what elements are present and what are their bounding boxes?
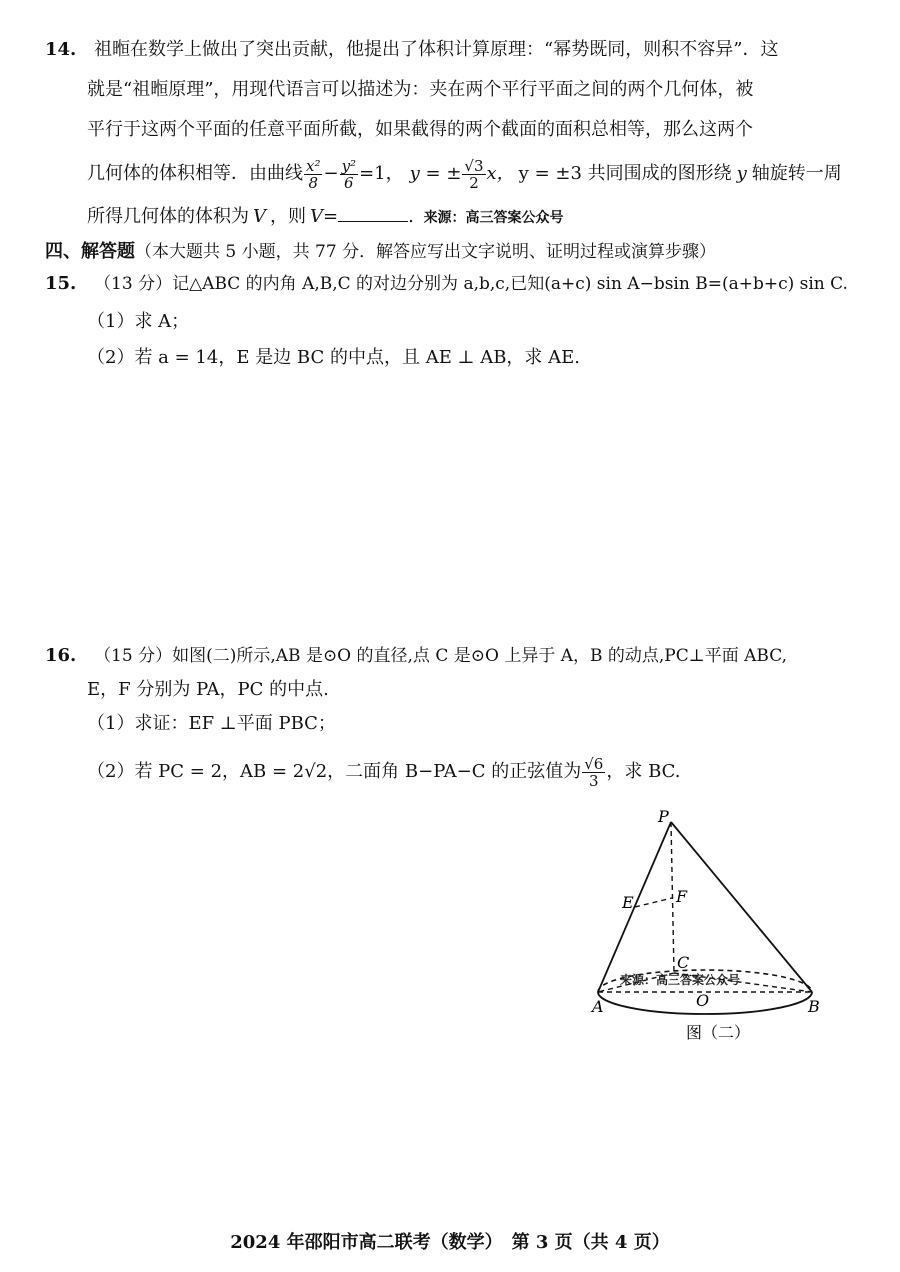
q14-line-3: 平行于这两个平面的任意平面所截，如果截得的两个截面的面积总相等，那么这两个 xyxy=(87,119,753,140)
label-f: F xyxy=(676,887,688,906)
fraction-sqrt6-3: $\frac{√6}{3}$ xyxy=(584,754,604,790)
edge-pb xyxy=(671,822,812,992)
figure-2-diagram xyxy=(580,800,840,1050)
source-watermark: 来源：高三答案公众号 xyxy=(423,210,564,226)
label-c: C xyxy=(677,953,690,972)
edge-pa xyxy=(598,822,671,992)
section-title: 四、解答题 xyxy=(45,241,135,262)
q16-number: 16. xyxy=(45,645,77,666)
q16-line-2: E，F 分别为 PA，PC 的中点. xyxy=(87,679,329,700)
segment-ef xyxy=(635,898,672,907)
section-note: （本大题共 5 小题，共 77 分．解答应写出文字说明、证明过程或演算步骤） xyxy=(135,242,717,262)
q15-number: 15. xyxy=(45,273,77,294)
q14-number: 14. xyxy=(45,39,77,60)
fraction-y2-6: $\frac{\text{y²}}{6}$ xyxy=(341,156,357,192)
q16-stem-line: 16. （15 分）如图(二)所示,AB 是⊙O 的直径,点 C 是⊙O 上异于 A，B 的动点,PC⊥平面 ABC, xyxy=(45,645,788,666)
label-e: E xyxy=(622,893,634,912)
figure-caption: 图（二） xyxy=(686,1023,751,1042)
q16-part-2: （2）若 PC = 2，AB = 2√2，二面角 B−PA−C 的正弦值为 $\frac{√6}{3}$ ，求 BC. xyxy=(87,754,681,790)
q15-part-2: （2）若 a = 14，E 是边 BC 的中点，且 AE ⊥ AB，求 AE. xyxy=(87,347,581,368)
page-footer: 2024 年邵阳市高二联考（数学） 第 3 页（共 4 页） xyxy=(230,1232,670,1253)
label-o: O xyxy=(696,991,710,1010)
q14-line-2: 就是“祖暅原理”，用现代语言可以描述为：夹在两个平行平面之间的两个几何体，被 xyxy=(87,79,754,100)
label-a: A xyxy=(592,997,604,1016)
section-4-header xyxy=(45,240,716,264)
label-b: B xyxy=(808,997,820,1016)
answer-blank xyxy=(338,205,408,222)
q15-part-1: （1）求 A； xyxy=(87,311,190,332)
fraction-x2-8: $\frac{\text{x²}}{8}$ xyxy=(306,156,321,192)
q14-line-1: 14. 祖暅在数学上做出了突出贡献，他提出了体积计算原理：“幂势既同，则积不容异”．这 xyxy=(45,39,779,60)
figure-watermark: 来源：高三答案公众号 xyxy=(620,973,741,987)
q14-line-5: 所得几何体的体积为 V ，则 V= . 来源：高三答案公众号 xyxy=(87,206,564,227)
q14-line-4: 几何体的体积相等．由曲线 $\frac{\text{x²}}{8}$ − $\frac{\text{y²}}{6}$ =1， y = ± $\frac{√3}{2}$ x， y = ±3 共同围成的图形绕 y 轴旋转一周 xyxy=(87,156,842,192)
q15-stem-line: 15. （13 分）记△ABC 的内角 A,B,C 的对边分别为 a,b,c,已知(a+c) sin A−bsin B=(a+b+c) sin C. xyxy=(45,273,848,294)
label-p: P xyxy=(658,807,669,826)
q16-part-1: （1）求证：EF ⊥平面 PBC； xyxy=(87,713,336,734)
fraction-sqrt3-2: $\frac{√3}{2}$ xyxy=(464,156,484,192)
